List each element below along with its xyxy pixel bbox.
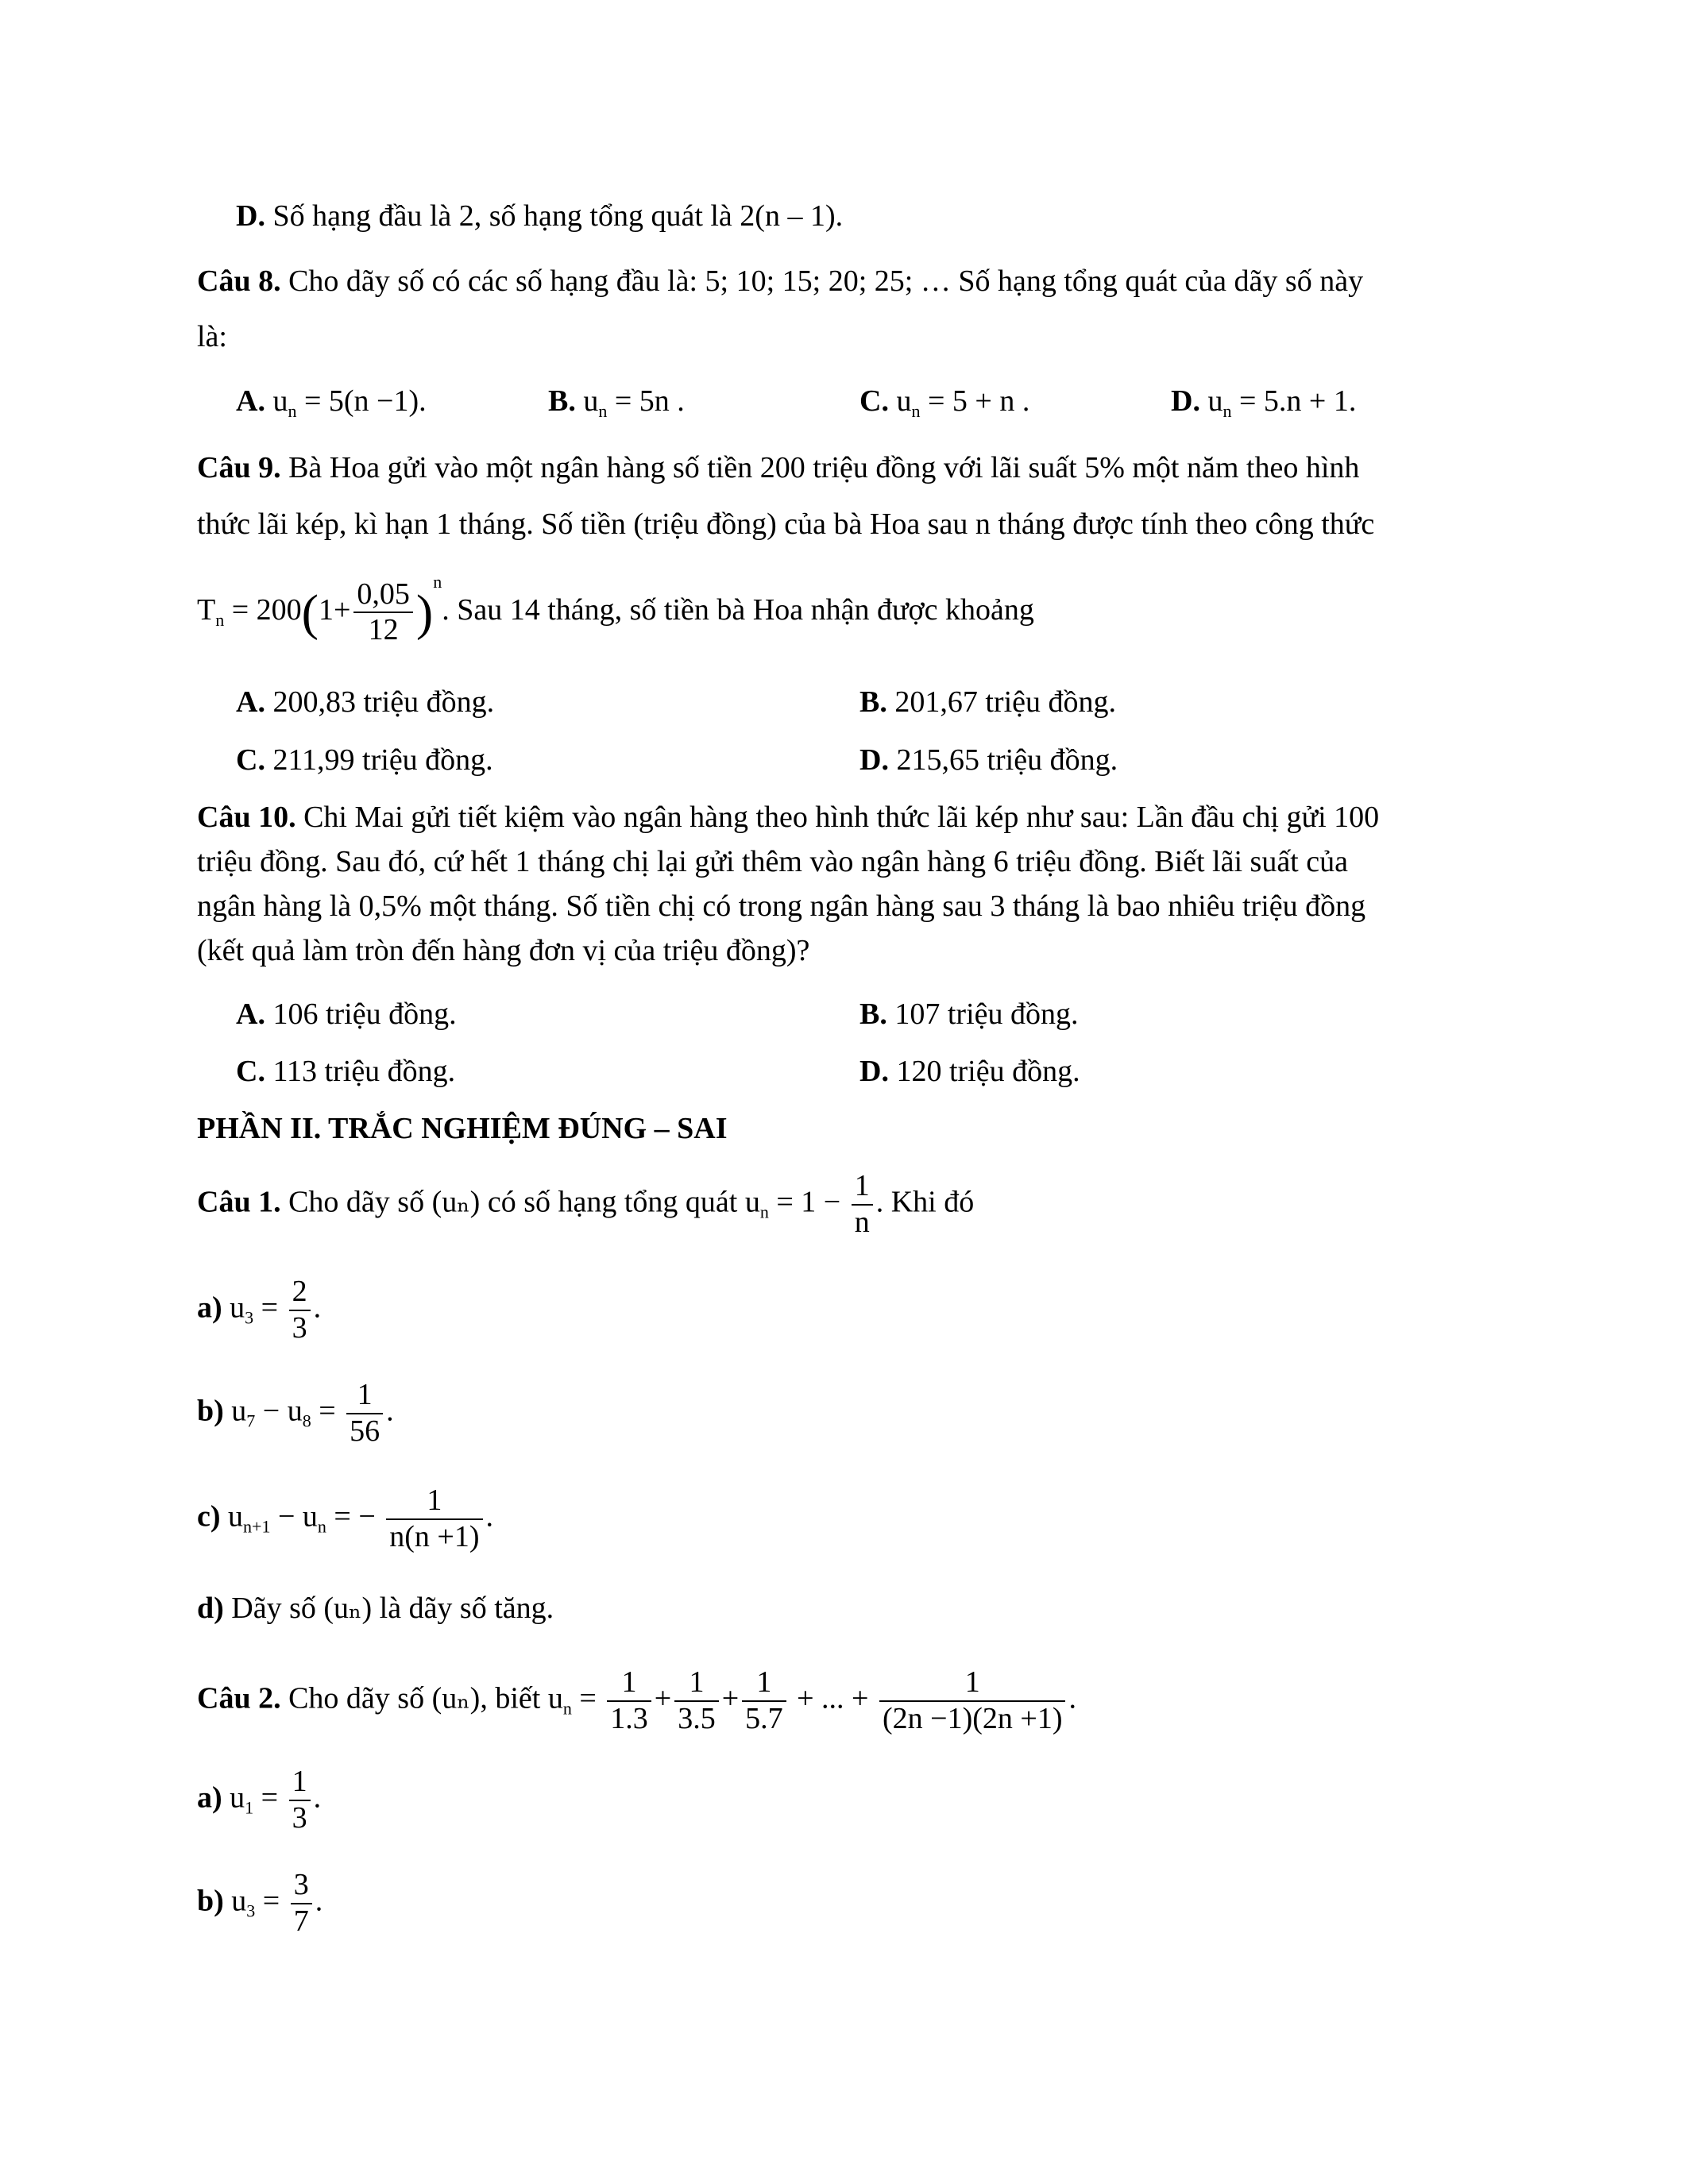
fraction [742,1665,786,1736]
q10-stem-line3 [197,889,1365,925]
p2q1-statement-a [197,1275,321,1345]
math-expr: = 200 [224,593,302,627]
plus-sign: + [721,1681,740,1715]
math-sub: n [317,1516,326,1537]
q10-option-c [236,1054,455,1090]
math-expr: + ... + [789,1681,876,1715]
question-text: . Khi đó [875,1185,975,1219]
q9-option-a [236,685,494,721]
question-label: Câu 1. [197,1185,281,1219]
exponent: n [433,572,442,592]
p2q1-statement-b [197,1378,394,1449]
fraction [353,577,413,648]
fraction [674,1665,719,1736]
option-label: C. [236,743,265,777]
option-text: 120 triệu đồng. [888,1055,1080,1088]
math-expr: = [571,1681,605,1715]
option-label: D. [859,1055,889,1088]
option-label: D. [1171,384,1200,418]
q9-option-b [859,685,1116,721]
q9-option-c [236,743,493,779]
math-sub: n [598,401,608,421]
numerator: 1 [674,1665,719,1702]
option-text: 200,83 triệu đồng. [265,685,495,719]
math-expr: = [253,1291,286,1325]
math-expr: = [311,1394,344,1428]
numerator: 0,05 [353,577,413,614]
option-label: C. [859,384,889,418]
fraction [346,1378,383,1449]
math-expr: . [315,1884,323,1918]
denominator: 1.3 [610,1701,648,1735]
q10-stem-line1 [197,800,1379,836]
question-text: triệu đồng. Sau đó, cứ hết 1 tháng chị lại gửi thêm vào ngân hàng 6 triệu đồng. Biết lãi suất của [197,845,1348,878]
fraction [386,1484,482,1554]
statement-label: b) [197,1394,224,1428]
numerator: 1 [742,1665,786,1702]
statement-label: c) [197,1499,221,1534]
math-expr: = − [326,1499,384,1534]
math-sub: n [911,401,921,421]
math-var: u [1207,384,1223,418]
math-sub: n [562,1698,572,1719]
question-label: Câu 10. [197,801,296,834]
math-sub: 3 [246,1900,256,1921]
math-sub: n+1 [243,1516,271,1537]
math-expr: = 5 + n . [920,384,1030,418]
math-sub: 3 [245,1307,254,1328]
math-expr: 1+ [318,593,351,627]
q7-option-d [236,199,843,235]
question-text: Chi Mai gửi tiết kiệm vào ngân hàng theo hình thức lãi kép như sau: Lần đầu chị gửi 100 [295,801,1380,834]
question-text: Cho dãy số có các số hạng đầu là: 5; 10; 15; 20; 25; … Số hạng tổng quát của dãy số này [280,264,1364,298]
math-sub: 7 [246,1410,256,1431]
denominator: (2n −1)(2n +1) [883,1701,1063,1735]
p2q2-statement-b [197,1868,323,1939]
math-sub: n [759,1202,769,1222]
math-var: u [744,1185,760,1219]
p2q2-statement-a [197,1765,321,1835]
q8-option-a [236,384,427,422]
fraction [291,1868,312,1939]
q10-option-a [236,997,457,1033]
q8-option-d [1171,384,1356,422]
math-expr: = [253,1781,286,1815]
option-text: 211,99 triệu đồng. [265,743,493,777]
math-var: u [583,384,599,418]
question-text: Bà Hoa gửi vào một ngân hàng số tiền 200 triệu đồng với lãi suất 5% một năm theo hình [280,451,1360,484]
question-label: Câu 9. [197,451,281,484]
option-text: 201,67 triệu đồng. [886,685,1116,719]
numerator: 1 [607,1665,651,1702]
question-label: Câu 2. [197,1681,281,1715]
denominator: 3.5 [678,1701,716,1735]
statement-label: d) [197,1592,224,1625]
q10-stem-line4 [197,933,809,970]
question-text: Cho dãy số (uₙ), biết [280,1681,548,1715]
p2q1-statement-d [197,1591,554,1627]
statement-text: Dãy số (uₙ) là dãy số tăng. [223,1592,554,1625]
option-text: 215,65 triệu đồng. [888,743,1118,777]
math-sub: n [1223,401,1232,421]
q8-stem-line1 [197,264,1363,300]
denominator: 7 [293,1904,309,1938]
q8-stem-line2 [197,319,227,356]
statement-label: a) [197,1291,222,1325]
option-text: Số hạng đầu là 2, số hạng tổng quát là 2(n – 1). [272,199,844,233]
math-expr: = [255,1884,288,1918]
math-expr: . [313,1781,322,1815]
math-sub: n [288,401,297,421]
math-sub: n [215,610,225,630]
numerator: 1 [879,1665,1065,1702]
math-expr: = 5n . [607,384,685,418]
math-var: u [230,1781,245,1815]
math-expr: . [386,1394,394,1428]
right-paren: ) [415,584,434,641]
math-expr: − u [255,1394,303,1428]
fraction [852,1169,873,1240]
q10-option-b [859,997,1079,1033]
q8-option-b [548,384,685,422]
option-label: A. [236,384,265,418]
math-expr: = 5.n + 1. [1231,384,1357,418]
math-expr: . [1068,1681,1076,1715]
q10-option-d [859,1054,1080,1090]
numerator: 2 [289,1275,311,1311]
fraction [607,1665,651,1736]
denominator: 56 [350,1414,380,1448]
fraction [289,1765,311,1835]
math-expr: . [313,1291,322,1325]
question-text: . Sau 14 tháng, số tiền bà Hoa nhận được khoảng [442,593,1034,627]
fraction [289,1275,311,1345]
question-text: ngân hàng là 0,5% một tháng. Số tiền chị có trong ngân hàng sau 3 tháng là bao nhiêu triệu đồng [197,889,1366,923]
math-expr: = 1 − [768,1185,848,1219]
statement-label: b) [197,1884,224,1918]
p2q1-statement-c [197,1484,493,1554]
option-label: D. [236,199,265,233]
math-var: u [228,1499,244,1534]
denominator: n [854,1205,870,1239]
question-label: Câu 8. [197,264,281,298]
math-var: u [231,1394,247,1428]
math-var: u [230,1291,245,1325]
math-var: u [231,1884,247,1918]
question-text: Cho dãy số (uₙ) có số hạng tổng quát [280,1185,745,1219]
option-text: 107 triệu đồng. [886,997,1079,1031]
fraction [879,1665,1065,1736]
p2q2-stem [197,1665,1076,1736]
question-text: (kết quả làm tròn đến hàng đơn vị của triệu đồng)? [197,934,810,967]
denominator: 12 [368,613,399,647]
numerator: 1 [386,1484,482,1520]
math-var: u [896,384,912,418]
math-var: u [272,384,288,418]
option-text: 106 triệu đồng. [265,997,457,1031]
q9-stem-line1 [197,450,1359,487]
q9-option-d [859,743,1118,779]
option-label: A. [236,997,265,1031]
denominator: 3 [292,1800,307,1835]
numerator: 1 [346,1378,383,1414]
option-text: 113 triệu đồng. [265,1055,456,1088]
math-var: u [547,1681,563,1715]
numerator: 1 [289,1765,311,1801]
numerator: 3 [291,1868,312,1904]
numerator: 1 [852,1169,873,1206]
q9-formula-line [197,572,1034,648]
plus-sign: + [654,1681,672,1715]
math-sub: 1 [245,1797,254,1818]
p2q1-stem [197,1169,974,1240]
section-heading: PHẦN II. TRẮC NGHIỆM ĐÚNG – SAI [197,1112,728,1145]
denominator: 5.7 [745,1701,783,1735]
option-label: D. [859,743,889,777]
option-label: C. [236,1055,265,1088]
q10-stem-line2 [197,844,1348,881]
q8-option-c [859,384,1029,422]
option-label: B. [859,685,887,719]
question-text: là: [197,320,227,353]
math-var: T [197,593,216,627]
math-expr: = 5(n −1). [296,384,427,418]
option-label: B. [859,997,887,1031]
left-paren: ( [301,584,319,641]
option-label: B. [548,384,576,418]
math-expr: . [485,1499,494,1534]
q9-stem-line2 [197,507,1374,543]
denominator: n(n +1) [389,1519,480,1553]
statement-label: a) [197,1781,222,1815]
option-label: A. [236,685,265,719]
math-expr: − u [270,1499,318,1534]
denominator: 3 [292,1310,307,1345]
question-text: thức lãi kép, kì hạn 1 tháng. Số tiền (triệu đồng) của bà Hoa sau n tháng được tính theo công thức [197,507,1375,541]
math-sub: 8 [302,1410,311,1431]
